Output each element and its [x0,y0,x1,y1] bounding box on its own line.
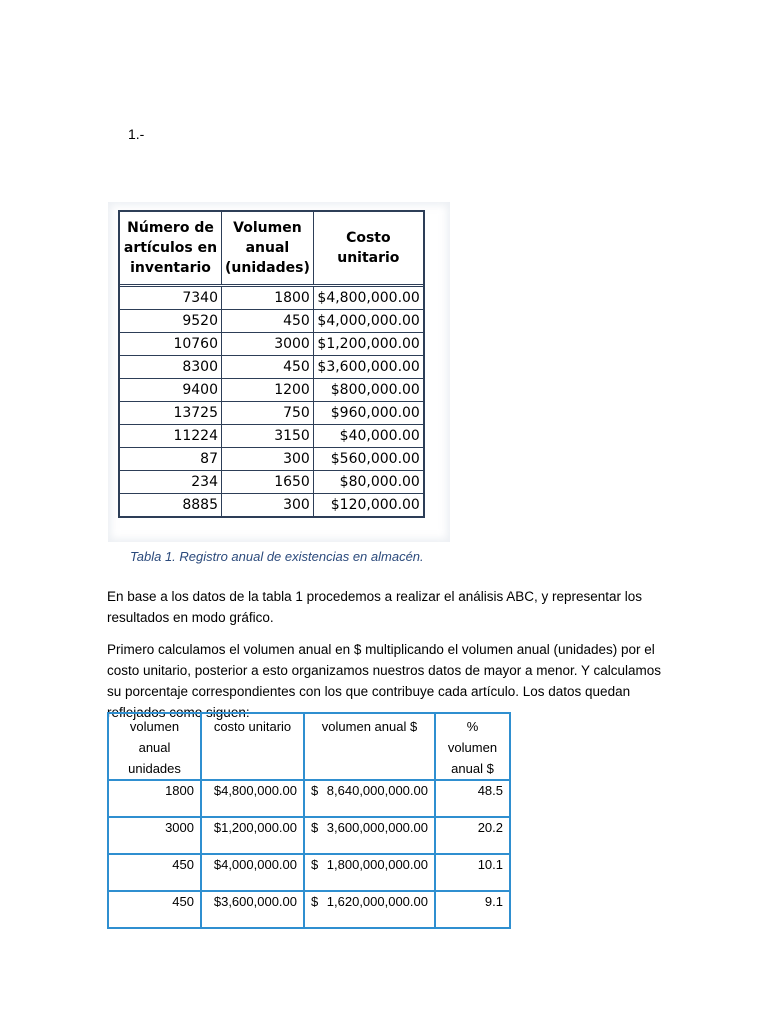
inventory-table [119,211,424,517]
cell: $4,800,000.00 [201,780,304,817]
cell: $4,000,000.00 [313,310,423,333]
cell: 13725 [120,402,222,425]
paragraph-intro: En base a los datos de la tabla 1 procedemos a realizar el análisis ABC, y representar los resultados en modo gráfico. [107,589,643,625]
cell: $3,600,000.00 [313,356,423,379]
header-volumen-pesos: volumen anual $ [304,713,435,780]
cell: 3150 [222,425,314,448]
cell: 8300 [120,356,222,379]
cell: 10760 [120,333,222,356]
cell: 10.1 [435,854,510,891]
cell: 11224 [120,425,222,448]
table-row [120,494,424,517]
table-row [120,379,424,402]
cell: 450 [108,854,201,891]
header-volumen-anual: Volumen anual (unidades) [222,212,314,286]
abc-table [107,712,511,929]
table-row [108,817,510,854]
table-row [108,780,510,817]
cell: 9520 [120,310,222,333]
cell: 3000 [108,817,201,854]
cell: $1,200,000.00 [313,333,423,356]
cell: $560,000.00 [313,448,423,471]
header-numero-articulos: Número de artículos en inventario [120,212,222,286]
cell: $40,000.00 [313,425,423,448]
header-porcentaje: % volumen anual $ [435,713,510,780]
amount: 3,600,000,000.00 [326,820,428,835]
cell: $3,600,000.00 [201,891,304,928]
cell: 1650 [222,471,314,494]
cell: 9.1 [435,891,510,928]
cell: $1,200,000.00 [201,817,304,854]
cell: $80,000.00 [313,471,423,494]
cell: 1800 [108,780,201,817]
cell: 450 [222,310,314,333]
cell: 7340 [120,286,222,310]
cell: 234 [120,471,222,494]
table-row [120,402,424,425]
table-row [120,448,424,471]
cell: 450 [222,356,314,379]
table-row [120,286,424,310]
cell: 750 [222,402,314,425]
table-row [120,425,424,448]
cell: 87 [120,448,222,471]
cell: 450 [108,891,201,928]
currency-symbol: $ [311,857,319,872]
table-row [108,891,510,928]
cell: 48.5 [435,780,510,817]
cell: 300 [222,448,314,471]
header-costo-unitario: Costo unitario [313,212,423,286]
cell: 3000 [222,333,314,356]
cell [304,817,435,854]
cell [304,854,435,891]
cell: $120,000.00 [313,494,423,517]
cell [304,891,435,928]
cell: $800,000.00 [313,379,423,402]
cell: 20.2 [435,817,510,854]
cell: 9400 [120,379,222,402]
cell: $4,800,000.00 [313,286,423,310]
table1-caption: Tabla 1. Registro anual de existencias en almacén. [130,549,424,564]
table-row [120,356,424,379]
header-volumen-unidades: volumen anual unidades [108,713,201,780]
cell: $4,000,000.00 [201,854,304,891]
amount: 1,620,000,000.00 [326,894,428,909]
section-number: 1.- [128,126,145,142]
table-row [120,333,424,356]
cell: 300 [222,494,314,517]
currency-symbol: $ [311,820,319,835]
amount: 1,800,000,000.00 [326,857,428,872]
cell: $960,000.00 [313,402,423,425]
currency-symbol: $ [311,894,319,909]
cell: 1800 [222,286,314,310]
cell: 1200 [222,379,314,402]
table1-image [108,202,450,542]
amount: 8,640,000,000.00 [326,783,428,798]
table-row [120,471,424,494]
header-costo-unitario: costo unitario [201,713,304,780]
table-row [120,310,424,333]
cell: 8885 [120,494,222,517]
table-row [108,854,510,891]
paragraph-method: Primero calculamos el volumen anual en $ multiplicando el volumen anual (unidades) por el costo unitario, posterior a esto organizamos nuestros datos de mayor a menor. Y calculamos su porcentaje correspondientes con los que contribuye cada artículo. Los datos quedan reflejados como siguen: [107,642,662,720]
currency-symbol: $ [311,783,319,798]
cell [304,780,435,817]
